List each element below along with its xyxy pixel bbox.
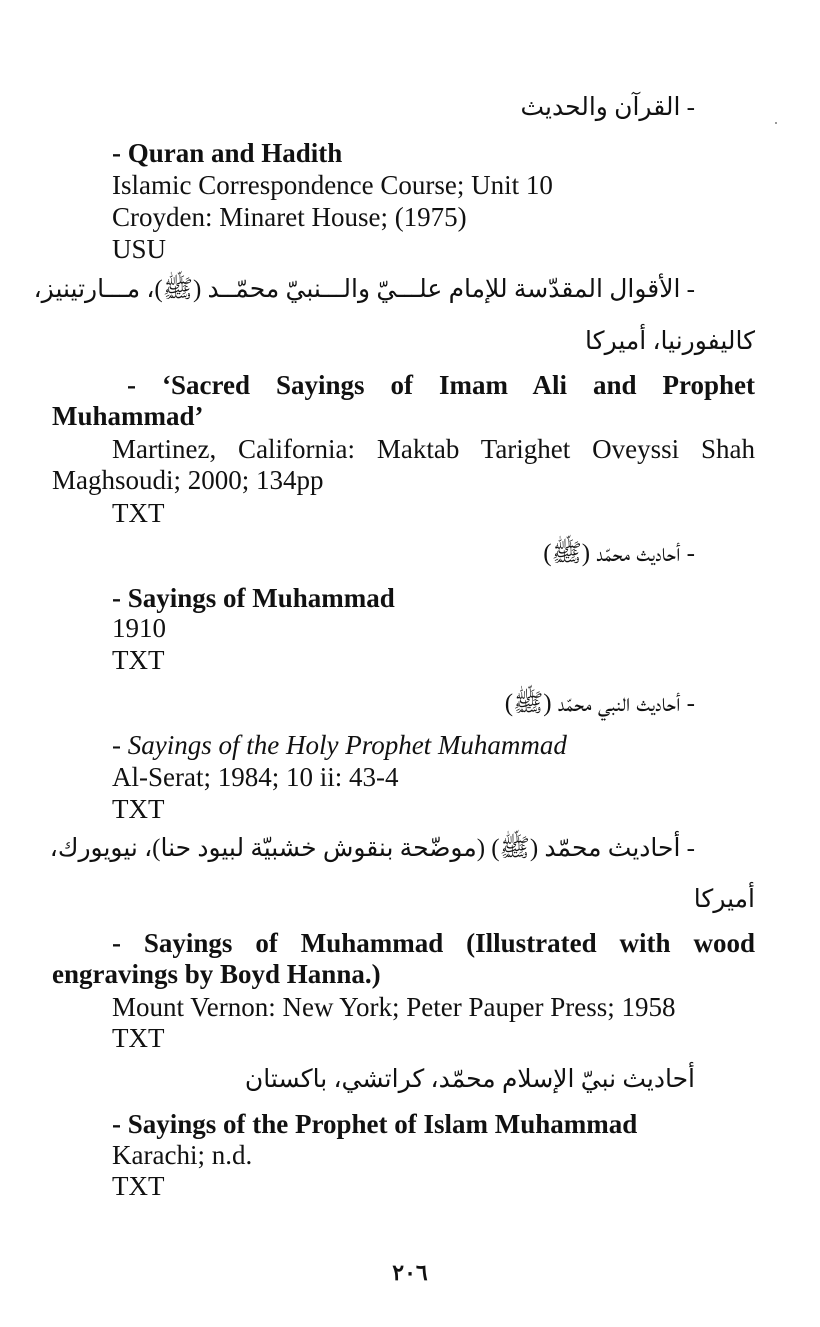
arabic-title-continued: أميركا — [693, 886, 755, 913]
entry-title: - Sayings of the Holy Prophet Muhammad — [112, 730, 567, 760]
entry-title-text: - Sayings of Muhammad (Illustrated with wood engravings by Boyd Hanna.) — [52, 928, 755, 989]
entry-publisher: Mount Vernon: New York; Peter Pauper Press; 1958 — [112, 992, 676, 1022]
entry-format: USU — [112, 234, 167, 264]
arabic-title: - القرآن والحديث — [520, 94, 695, 121]
entry-format: TXT — [112, 794, 165, 824]
arabic-title-continued: كاليفورنيا، أميركا — [585, 328, 755, 355]
entry-title — [52, 370, 755, 432]
margin-mark — [775, 122, 777, 124]
entry-publisher: Croyden: Minaret House; (1975) — [112, 202, 467, 232]
entry-year: 1910 — [112, 613, 166, 643]
entry-publisher: Al-Serat; 1984; 10 ii: 43-4 — [112, 762, 399, 792]
entry-format: TXT — [112, 498, 165, 528]
arabic-title: - أحاديث محمّد (ﷺ) — [543, 540, 695, 567]
entry-title: - Sayings of the Prophet of Islam Muhammad — [112, 1109, 638, 1139]
entry-format: TXT — [112, 645, 165, 675]
page-number: ٢٠٦ — [392, 1260, 428, 1285]
entry-format: TXT — [112, 1171, 165, 1201]
arabic-title: أحاديث نبيّ الإسلام محمّد، كراتشي، باكستان — [244, 1066, 695, 1093]
entry-title-text: - ‘Sacred Sayings of Imam Ali and Prophet Muhammad’ — [52, 370, 755, 431]
arabic-title: - أحاديث النبي محمّد (ﷺ) — [504, 690, 695, 717]
entry-publisher — [52, 434, 755, 496]
entry-publisher: Islamic Correspondence Course; Unit 10 — [112, 170, 553, 200]
entry-publisher: Karachi; n.d. — [112, 1140, 253, 1170]
entry-title: - Quran and Hadith — [112, 138, 343, 168]
entry-title — [52, 928, 755, 990]
arabic-title: - الأقوال المقدّسة للإمام علـــيّ والـــنبيّ محمّــد (ﷺ)، مـــارتينيز، — [33, 276, 695, 303]
entry-title: - Sayings of Muhammad — [112, 583, 395, 613]
entry-publisher-text: Martinez, California: Maktab Tarighet Oveyssi Shah Maghsoudi; 2000; 134pp — [52, 434, 755, 495]
arabic-title: - أحاديث محمّد (ﷺ) (موضّحة بنقوش خشبيّة لبيود حنا)، نيويورك، — [49, 835, 695, 862]
entry-format: TXT — [112, 1023, 165, 1053]
